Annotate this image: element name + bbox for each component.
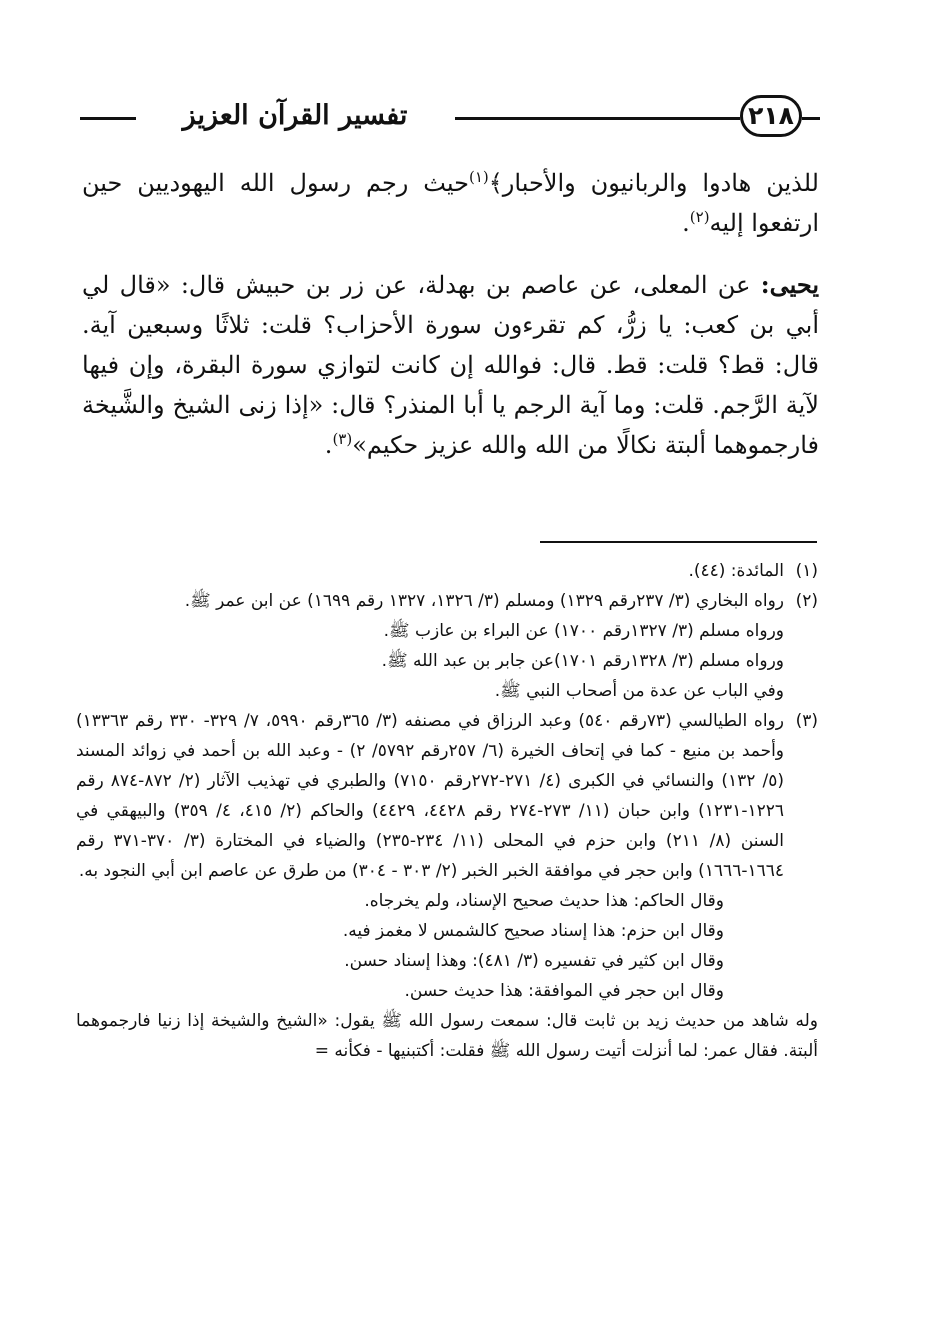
footnote (76, 706, 818, 1066)
footnote-text: رواه البخاري (٣/ ٢٣٧رقم ١٣٢٩) ومسلم (٣/ ١٣٢٦، ١٣٢٧ رقم ١٦٩٩) عن ابن عمر ﷺ. (184, 591, 784, 611)
footnotes (76, 556, 818, 1066)
footnote-text: وفي الباب عن عدة من أصحاب النبي ﷺ. (494, 681, 784, 701)
header-rule-middle (455, 117, 740, 120)
page-number: ٢١٨ (740, 95, 802, 137)
footnote-ref: (١) (468, 168, 489, 186)
footnote (76, 586, 818, 706)
footnote-number: (٢) (795, 591, 818, 611)
footnote-number: (١) (795, 561, 818, 581)
footnote-ref: (٢) (689, 208, 710, 226)
paragraph-text: حيث رجم رسول الله اليهوديين حين ارتفعوا إليه (82, 169, 819, 237)
narrator-name: يحيى: (760, 270, 819, 299)
footnote-divider (540, 541, 817, 543)
footnote-quote: وقال الحاكم: هذا حديث صحيح الإسناد، ولم يخرجاه. (364, 891, 724, 911)
paragraph (82, 265, 819, 465)
footnote-text: المائدة: (٤٤). (688, 561, 784, 581)
footnote-text: ورواه مسلم (٣/ ١٣٢٨رقم ١٧٠١)عن جابر بن عبد الله ﷺ. (381, 651, 784, 671)
running-title: تفسير القرآن العزيز (182, 100, 408, 131)
footnote (76, 556, 818, 586)
header-rule-left (80, 117, 136, 120)
paragraph (82, 163, 819, 243)
full-stop: . (682, 209, 690, 237)
page-header (80, 94, 820, 142)
paragraph-text: عن المعلى، عن عاصم بن بهدلة، عن زر بن حبيش قال: «قال لي أبي بن كعب: يا زرُّ، كم تقرءون سورة الأحزاب؟ قلت: ثلاثًا وسبعين آية. قال: قط؟ قلت: قط. قال: فوالله إن كانت لتوازي سورة البقرة، وإن فيها لآية الرَّجم. قلت: وما آية الرجم يا أبا المنذر؟ قال: «إذا زنى الشيخ والشَّيخة فارجموهما ألبتة نكالًا من الله والله عزيز حكيم» (82, 271, 819, 459)
footnote-text: وله شاهد من حديث زيد بن ثابت قال: سمعت رسول الله ﷺ يقول: «الشيخ والشيخة إذا زنيا فارجموهما ألبتة. فقال عمر: لما أنزلت أتيت رسول الله ﷺ فقلت: أكتبنيها - فكأنه = (76, 1011, 818, 1061)
quran-quote: للذين هادوا والربانيون والأحبار﴾ (488, 169, 819, 197)
footnote-text: ورواه مسلم (٣/ ١٣٢٧رقم ١٧٠٠) عن البراء بن عازب ﷺ. (383, 621, 784, 641)
footnote-quote: وقال ابن كثير في تفسيره (٣/ ٤٨١): وهذا إسناد حسن. (344, 951, 724, 971)
header-rule-right (802, 117, 820, 120)
footnote-text: رواه الطيالسي (٧٣رقم ٥٤٠) وعبد الرزاق في مصنفه (٣/ ٣٦٥رقم ٥٩٩٠، ٧/ ٣٢٩- ٣٣٠ رقم ١٣٣٦٣) وأحمد بن منيع - كما في إتحاف الخيرة (٦/ ٢٥٧رقم ٥٧٩٢/ ٢) - وعبد الله بن أحمد في زوائد المسند (٥/ ١٣٢) والنسائي في الكبرى (٤/ ٢٧١-٢٧٢رقم ٧١٥٠) والطبري في تهذيب الآثار (٢/ ٨٧٢-٨٧٤ رقم ١٢٢٦-١٢٣١) وابن حبان (١١/ ٢٧٣-٢٧٤ رقم ٤٤٢٨، ٤٤٢٩) والحاكم (٢/ ٤١٥، ٤/ ٣٥٩) والبيهقي في السنن (٨/ ٢١١) وابن حزم في المحلى (١١/ ٢٣٤-٢٣٥) والضياء في المختارة (٣/ ٣٧٠-٣٧١ رقم ١٦٦٤-١٦٦٦) وابن حجر في موافقة الخبر الخبر (٢/ ٣٠٣ - ٣٠٤) من طرق عن عاصم ابن أبي النجود به. (76, 711, 785, 881)
full-stop: . (324, 431, 333, 459)
footnote-ref: (٣) (332, 430, 353, 448)
footnote-quote: وقال ابن حزم: هذا إسناد صحيح كالشمس لا مغمز فيه. (342, 921, 724, 941)
footnote-quote: وقال ابن حجر في الموافقة: هذا حديث حسن. (404, 981, 724, 1001)
main-text (82, 163, 819, 465)
footnote-number: (٣) (795, 711, 818, 731)
